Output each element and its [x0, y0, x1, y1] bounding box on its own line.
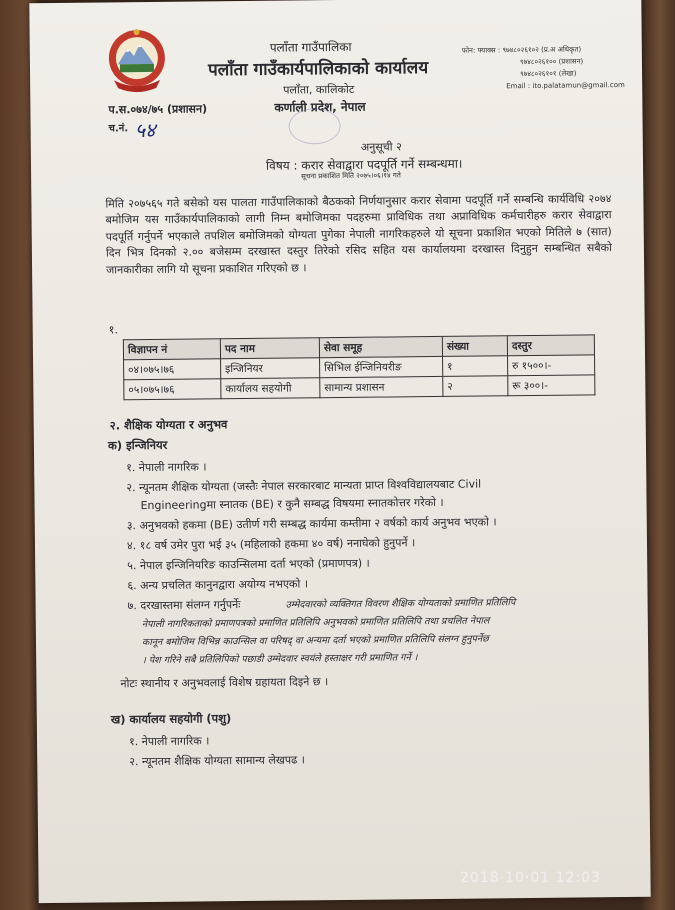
office-stamp: [288, 108, 340, 145]
table-cell: ०५।०७५।७६: [124, 379, 221, 400]
nepal-emblem-icon: [106, 26, 169, 97]
column-header: दस्तुर: [507, 335, 594, 356]
subject-line: विषय : करार सेवाद्वारा पदपूर्ति गर्ने सम्बन्धमा।: [265, 156, 463, 173]
section-1-number: १.: [108, 323, 119, 337]
column-header: सेवा समूह: [319, 336, 442, 357]
dispatch-label: च.नं.: [108, 123, 129, 135]
list-item: २. न्यूनतम शैक्षिक योग्यता सामान्य लेखपढ ।: [129, 753, 305, 769]
list-item: १. नेपाली नागरिक ।: [128, 734, 210, 749]
vacancy-table: [123, 334, 596, 400]
table-cell: रु १५००।-: [508, 355, 595, 376]
dispatch-number: ५४: [134, 117, 156, 143]
contact-line: ९७४८०२६१०० (प्रशासन): [519, 57, 584, 67]
office-title: पलाँता गाउँकार्यपालिकाको कार्यालय: [207, 58, 429, 81]
list-item-text: उम्मेदवारको व्यक्तिगत विवरण शैक्षिक योग्यताको प्रमाणित प्रतिलिपि: [285, 597, 516, 611]
list-item: २. न्यूनतम शैक्षिक योग्यता (जस्तैः नेपाल सरकारबाट मान्यता प्राप्त विश्वविद्यालयबाट Civil: [126, 477, 482, 495]
table-row: [124, 375, 595, 400]
assistant-title: ख) कार्यालय सहयोगी (पशु): [110, 711, 232, 727]
list-item: Engineeringमा स्नातक (BE) र कुनै सम्बद्ध विषयमा स्नातकोत्तर गरेको ।: [140, 495, 444, 513]
list-item: ५. नेपाल इन्जिनियरिङ काउन्सिलमा दर्ता भएको (प्रमाणपत्र) ।: [127, 556, 370, 573]
column-header: संख्या: [442, 336, 507, 357]
column-header: विज्ञापन नं: [123, 339, 220, 360]
table-cell: २: [443, 376, 508, 397]
list-item-text: । पेश गरिने सबै प्रतिलिपिको पछाडी उम्मेदवार स्वयंले हस्ताक्षर गरी प्रमाणित गर्ने ।: [142, 652, 418, 667]
list-item-lead: ७. दरखास्तमा संलग्न गर्नुपर्नेः: [127, 598, 241, 613]
annex-label: अनुसूची २: [360, 140, 402, 154]
notice-paragraph: मिति २०७५६५ गते बसेको यस पालता गाउँपालिकाको बैठकको निर्णयानुसार करार सेवामा पदपूर्ति गर्ने सम्बन्धि कार्यविधि २०७४ बमोजिम यस गाउँकार्यपालिकाको लागी निम्न बमोजिमका पदहरुमा प्राविधिक तथा अप्राविधिक कर्मचारीहरु करार सेवाद्वारा पदपूर्ति गर्नुपर्ने भएकाले तपशिल बमोजिमको योग्यता पुगेका नेपाली नागरिकहरुले यो सूचना प्रकाशित भएको मितिले ७ (सात) दिन भित्र दिनको २.०० बजेसम्म दरखास्त दस्तुर तिरेको रसिद सहित यस कार्यालयमा दरखास्त दिनुहुन सम्बन्धित सबैको जानकारीका लागि यो सूचना प्रकाशित गरिएको छ ।: [105, 192, 612, 277]
list-item: ३. अनुभवको हकमा (BE) उतीर्ण गरी सम्बद्ध कार्यमा कम्तीमा २ वर्षको कार्य अनुभव भएको ।: [126, 515, 497, 533]
list-item: ४. १८ वर्ष उमेर पुरा भई ३५ (महिलाको हकमा ४० वर्ष) ननाघेको हुनुपर्ने ।: [126, 536, 416, 553]
municipality-name: पलाँता गाउँपालिका: [269, 39, 352, 55]
office-place: पलाँता, कालिकोट: [283, 82, 355, 97]
reference-number: प.स.०७४/७५ (प्रशासन): [108, 102, 208, 117]
contact-email: Email : ito.palatamun@gmail.com: [506, 80, 625, 91]
contact-line: ९७४८०२६१०१ (लेखा): [520, 69, 577, 79]
table-cell: सामान्य प्रशासन: [320, 376, 443, 397]
table-cell: रू ३००।-: [508, 375, 595, 396]
list-item-text: नेपाली नागरिकताको प्रमाणपत्रको प्रमाणित प्रतिलिपि अनुभवको प्रमाणित प्रतिलिपि तथा प्रचलित नेपाल: [141, 615, 490, 631]
table-cell: ०४।०७५।७६: [124, 359, 221, 380]
table-cell: १: [443, 356, 508, 377]
table-cell: सिभिल ईन्जिनियरीङ: [320, 356, 443, 377]
note-line: नोटः स्थानीय र अनुभवलाई विशेष ग्रहायता दिइने छ ।: [120, 675, 329, 691]
contact-line: फोन: फ्याक्स : ९७४८०२६१०२ (प्र.अ अधिकृत): [461, 45, 582, 55]
list-item-text: कानून बमोजिम विभिन्न काउन्सिल वा परिषद् वा अन्यमा दर्ता भएको प्रमाणित प्रतिलिपि संलग्न हुनुपर्नेछ: [141, 633, 489, 649]
engineer-title: क) इन्जिनियर: [107, 437, 168, 453]
contact-block: [462, 43, 625, 93]
list-item: १. नेपाली नागरिक ।: [126, 460, 207, 475]
list-item: ६. अन्य प्रचलित कानुनद्वारा अयोग्य नभएको ।: [127, 577, 309, 593]
section-2-title: २. शैक्षिक योग्यता र अनुभव: [109, 417, 228, 433]
column-header: पद नाम: [220, 338, 319, 359]
table-cell: कार्यालय सहयोगी: [221, 378, 320, 399]
publish-date: सूचना प्रकाशित मिति २०७५।०६।१४ गते: [301, 171, 401, 181]
table-cell: इन्जिनियर: [221, 358, 320, 379]
office-province: कर्णाली प्रदेश, नेपाल: [274, 99, 366, 115]
document-page: [29, 0, 650, 903]
camera-timestamp: 2018·10·01 12:03: [460, 870, 601, 886]
